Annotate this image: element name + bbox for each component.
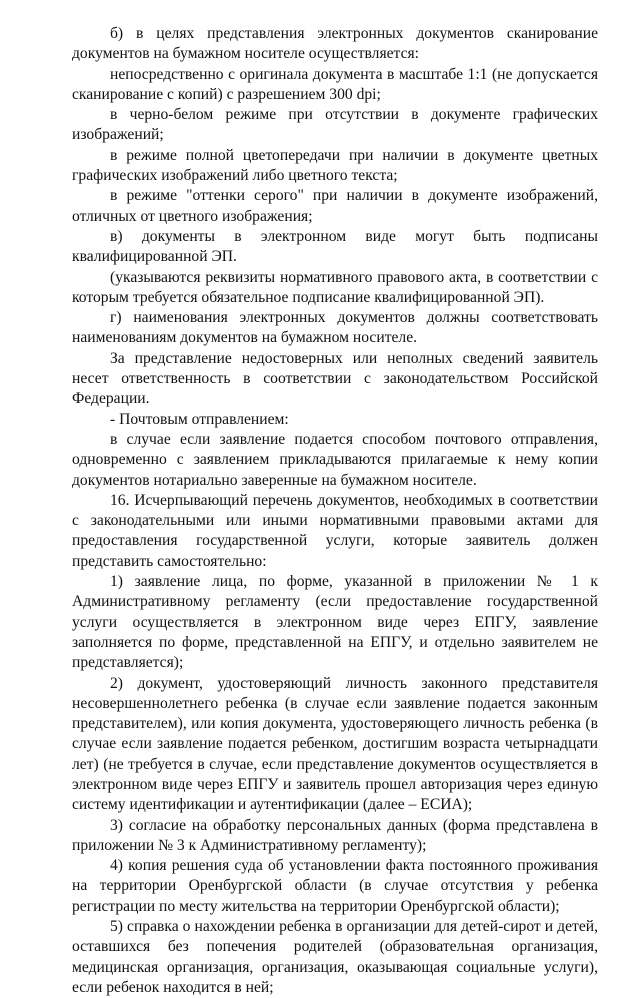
paragraph-postal-copies: в случае если заявление подается способом почтового отправления, одновременно с заявлением прикладываются прилагаемые к нему копии документов нотариально заверенные на бумажном носителе. — [72, 430, 598, 489]
paragraph-scan-grayscale: в режиме "оттенки серого" при наличии в документе изображений, отличных от цветного изображения; — [72, 187, 598, 225]
paragraph-item-3-consent: 3) согласие на обработку персональных данных (форма представлена в приложении № 3 к Административному регламенту); — [72, 816, 598, 854]
paragraph-g-naming: г) наименования электронных документов должны соответствовать наименованиям документов на бумажном носителе. — [72, 309, 598, 347]
paragraph-b-scanning: б) в целях представления электронных документов сканирование документов на бумажном носителе осуществляется: — [72, 25, 598, 63]
paragraph-item-4-court-decision: 4) копия решения суда об установлении факта постоянного проживания на территории Оренбургской области (в случае отсутствия у ребенка регистрации по месту жительства на территории Оренбургской области); — [72, 857, 598, 915]
paragraph-scan-original: непосредственно с оригинала документа в масштабе 1:1 (не допускается сканирование с копий) с разрешением 300 dpi; — [72, 65, 598, 103]
paragraph-legal-act-note: (указываются реквизиты нормативного правового акта, в соответствии с которым требуется обязательное подписание квалифицированной ЭП). — [72, 268, 598, 306]
paragraph-scan-bw: в черно-белом режиме при отсутствии в документе графических изображений; — [72, 106, 598, 144]
paragraph-item-1-application: 1) заявление лица, по форме, указанной в приложении № 1 к Административному регламенту (если предоставление государственной услуги осуществляется в электронном виде через ЕПГУ, заявление заполняется по форме, представленной на ЕПГУ, и отдельно заявителем не представляется); — [72, 573, 598, 672]
paragraph-scan-color: в режиме полной цветопередачи при наличии в документе цветных графических изображений либо цветного текста; — [72, 146, 598, 185]
paragraph-16-document-list: 16. Исчерпывающий перечень документов, необходимых в соответствии с законодательными или иными нормативными правовыми актами для предоставления государственной услуги, которые заявитель должен представить самостоятельно: — [72, 491, 598, 570]
paragraph-item-2-identity: 2) документ, удостоверяющий личность законного представителя несовершеннолетнего ребенка (в случае если заявление подается законным представителем), или копия документа, удостоверяющего личность ребенка (в случае если заявление подается ребенком, достигшим возраста четырнадцати лет) (не требуется в случае, если представление документов осуществляется в электронном виде через ЕПГУ и заявитель прошел авторизация через единую систему идентификации и аутентификации (далее – ЕСИА); — [72, 674, 598, 814]
document-page — [72, 24, 598, 998]
paragraph-v-signature: в) документы в электронном виде могут быть подписаны квалифицированной ЭП. — [72, 227, 598, 266]
paragraph-postal-heading: - Почтовым отправлением: — [110, 410, 289, 428]
paragraph-responsibility: За представление недостоверных или неполных сведений заявитель несет ответственность в соответствии с законодательством Российской Федерации. — [72, 349, 598, 408]
paragraph-item-5-orphanage-certificate: 5) справка о нахождении ребенка в организации для детей-сирот и детей, оставшихся без попечения родителей (образовательная организация, медицинская организация, организация, оказывающая социальные услуги), если ребенок находится в ней; — [72, 918, 598, 996]
